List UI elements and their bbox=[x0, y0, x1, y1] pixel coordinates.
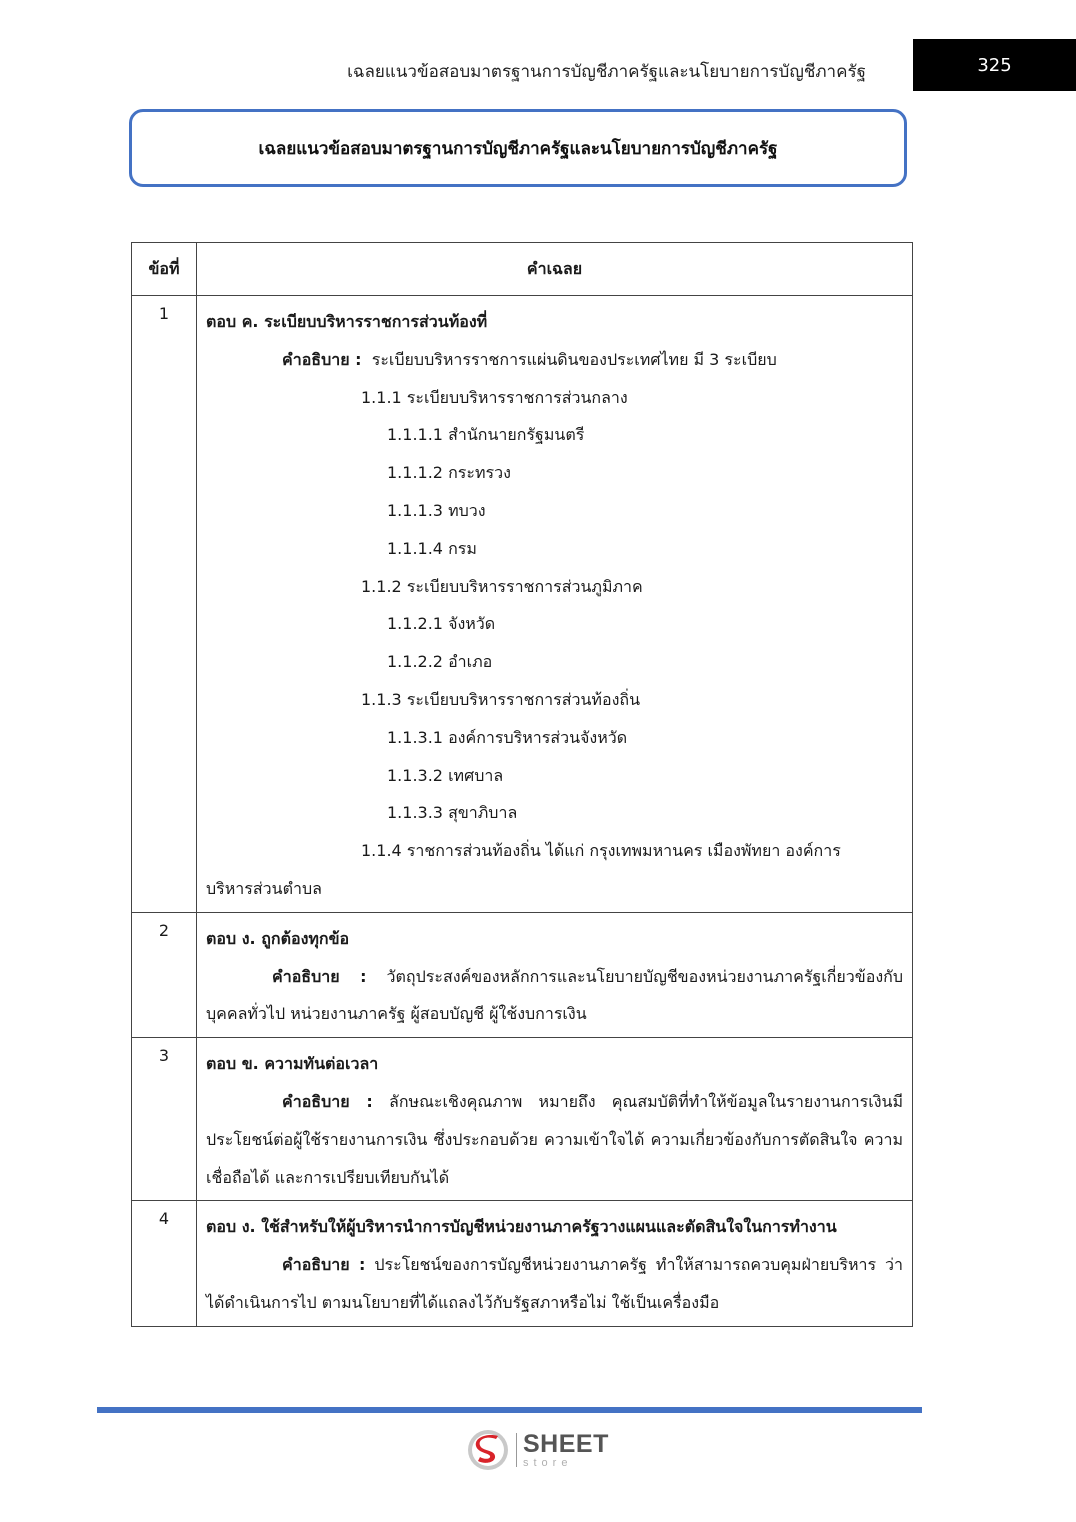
sheet-store-logo bbox=[466, 1428, 609, 1472]
table-row bbox=[132, 1201, 913, 1326]
list-item: 1.1.1.1 สำนักนายกรัฐมนตรี bbox=[387, 425, 585, 445]
logo-text bbox=[523, 1429, 609, 1469]
answer-cell bbox=[197, 1201, 913, 1326]
list-item: 1.1.1.3 ทบวง bbox=[387, 500, 486, 520]
sheet-store-logo-icon bbox=[466, 1428, 510, 1472]
question-number: 4 bbox=[132, 1201, 197, 1326]
list-item: 1.1.1.2 กระทรวง bbox=[387, 463, 511, 483]
answer-cell bbox=[197, 1038, 913, 1201]
list-item: 1.1.1 ระเบียบบริหารราชการส่วนกลาง bbox=[361, 387, 628, 407]
table-row bbox=[132, 912, 913, 1037]
logo-divider bbox=[516, 1433, 517, 1467]
logo-word: SHEET bbox=[523, 1429, 609, 1458]
list-item: 1.1.3.3 สุขาภิบาล bbox=[387, 803, 518, 823]
list-item: 1.1.2.1 จังหวัด bbox=[387, 614, 496, 634]
list-item: 1.1.2 ระเบียบบริหารราชการส่วนภูมิภาค bbox=[361, 576, 643, 596]
question-number: 1 bbox=[132, 296, 197, 913]
table-row bbox=[132, 1038, 913, 1201]
explanation-text: ประโยชน์ของการบัญชีหน่วยงานภาครัฐ ทำให้สามารถควบคุมฝ่ายบริหาร ว่าได้ดำเนินการไป ตามนโยบายที่ได้แถลงไว้กับรัฐสภาหรือไม่ ใช้เป็นเครื่องมือ bbox=[206, 1255, 903, 1312]
page-title: เฉลยแนวข้อสอบมาตรฐานการบัญชีภาครัฐและนโยบายการบัญชีภาครัฐ bbox=[129, 109, 907, 187]
question-number: 2 bbox=[132, 912, 197, 1037]
footer-rule bbox=[97, 1407, 922, 1413]
explanation-label: คำอธิบาย : bbox=[282, 1091, 373, 1111]
answer-text: ตอบ ค. ระเบียบบริหารราชการส่วนท้องที่ bbox=[206, 312, 488, 331]
list-item: 1.1.3.1 องค์การบริหารส่วนจังหวัด bbox=[387, 727, 628, 747]
explanation-text: ระเบียบบริหารราชการแผ่นดินของประเทศไทย มี 3 ระเบียบ bbox=[371, 349, 777, 369]
running-header: เฉลยแนวข้อสอบมาตรฐานการบัญชีภาครัฐและนโยบายการบัญชีภาครัฐ bbox=[347, 62, 866, 82]
explanation-text: ลักษณะเชิงคุณภาพ หมายถึง คุณสมบัติที่ทำให้ข้อมูลในรายงานการเงินมีประโยชน์ต่อผู้ใช้รายงานการเงิน ซึ่งประกอบด้วย ความเข้าใจได้ ความเกี่ยวข้องกับการตัดสินใจ ความเชื่อถือได้ และการเปรียบเทียบกันได้ bbox=[206, 1091, 903, 1187]
explanation bbox=[206, 958, 903, 1034]
answer-text: ตอบ ง. ถูกต้องทุกข้อ bbox=[206, 928, 350, 948]
table-header-row bbox=[132, 243, 913, 296]
answer-table bbox=[131, 242, 913, 1327]
list-item: 1.1.3.2 เทศบาล bbox=[387, 765, 504, 785]
explanation-label: คำอธิบาย : bbox=[282, 1255, 366, 1275]
list-item: 1.1.1.4 กรม bbox=[387, 538, 477, 558]
list-item: 1.1.4 ราชการส่วนท้องถิ่น ได้แก่ กรุงเทพมหานคร เมืองพัทยา องค์การ bbox=[361, 841, 841, 861]
list-item: 1.1.2.2 อำเภอ bbox=[387, 652, 493, 672]
column-header-no: ข้อที่ bbox=[132, 243, 197, 296]
table-row bbox=[132, 296, 913, 913]
answer-cell bbox=[197, 296, 913, 913]
column-header-answer: คำเฉลย bbox=[197, 243, 913, 296]
page-number: 325 bbox=[913, 39, 1076, 91]
list-item-continuation: บริหารส่วนตำบล bbox=[206, 878, 322, 898]
explanation bbox=[206, 1246, 903, 1322]
question-number: 3 bbox=[132, 1038, 197, 1201]
answer-cell bbox=[197, 912, 913, 1037]
list-item: 1.1.3 ระเบียบบริหารราชการส่วนท้องถิ่น bbox=[361, 689, 640, 709]
explanation-label: คำอธิบาย : bbox=[272, 966, 367, 986]
explanation-text: วัตถุประสงค์ของหลักการและนโยบายบัญชีของหน่วยงานภาครัฐเกี่ยวข้องกับบุคคลทั่วไป หน่วยงานภาครัฐ ผู้สอบบัญชี ผู้ใช้งบการเงิน bbox=[206, 966, 903, 1024]
answer-text: ตอบ ข. ความทันต่อเวลา bbox=[206, 1054, 379, 1074]
answer-text: ตอบ ง. ใช้สำหรับให้ผู้บริหารนำการบัญชีหน่วยงานภาครัฐวางแผนและตัดสินใจในการทำงาน bbox=[206, 1217, 837, 1237]
explanation-label: คำอธิบาย : bbox=[282, 349, 362, 369]
explanation bbox=[206, 1083, 903, 1196]
explanation bbox=[206, 341, 903, 379]
logo-subword: store bbox=[523, 1456, 573, 1469]
